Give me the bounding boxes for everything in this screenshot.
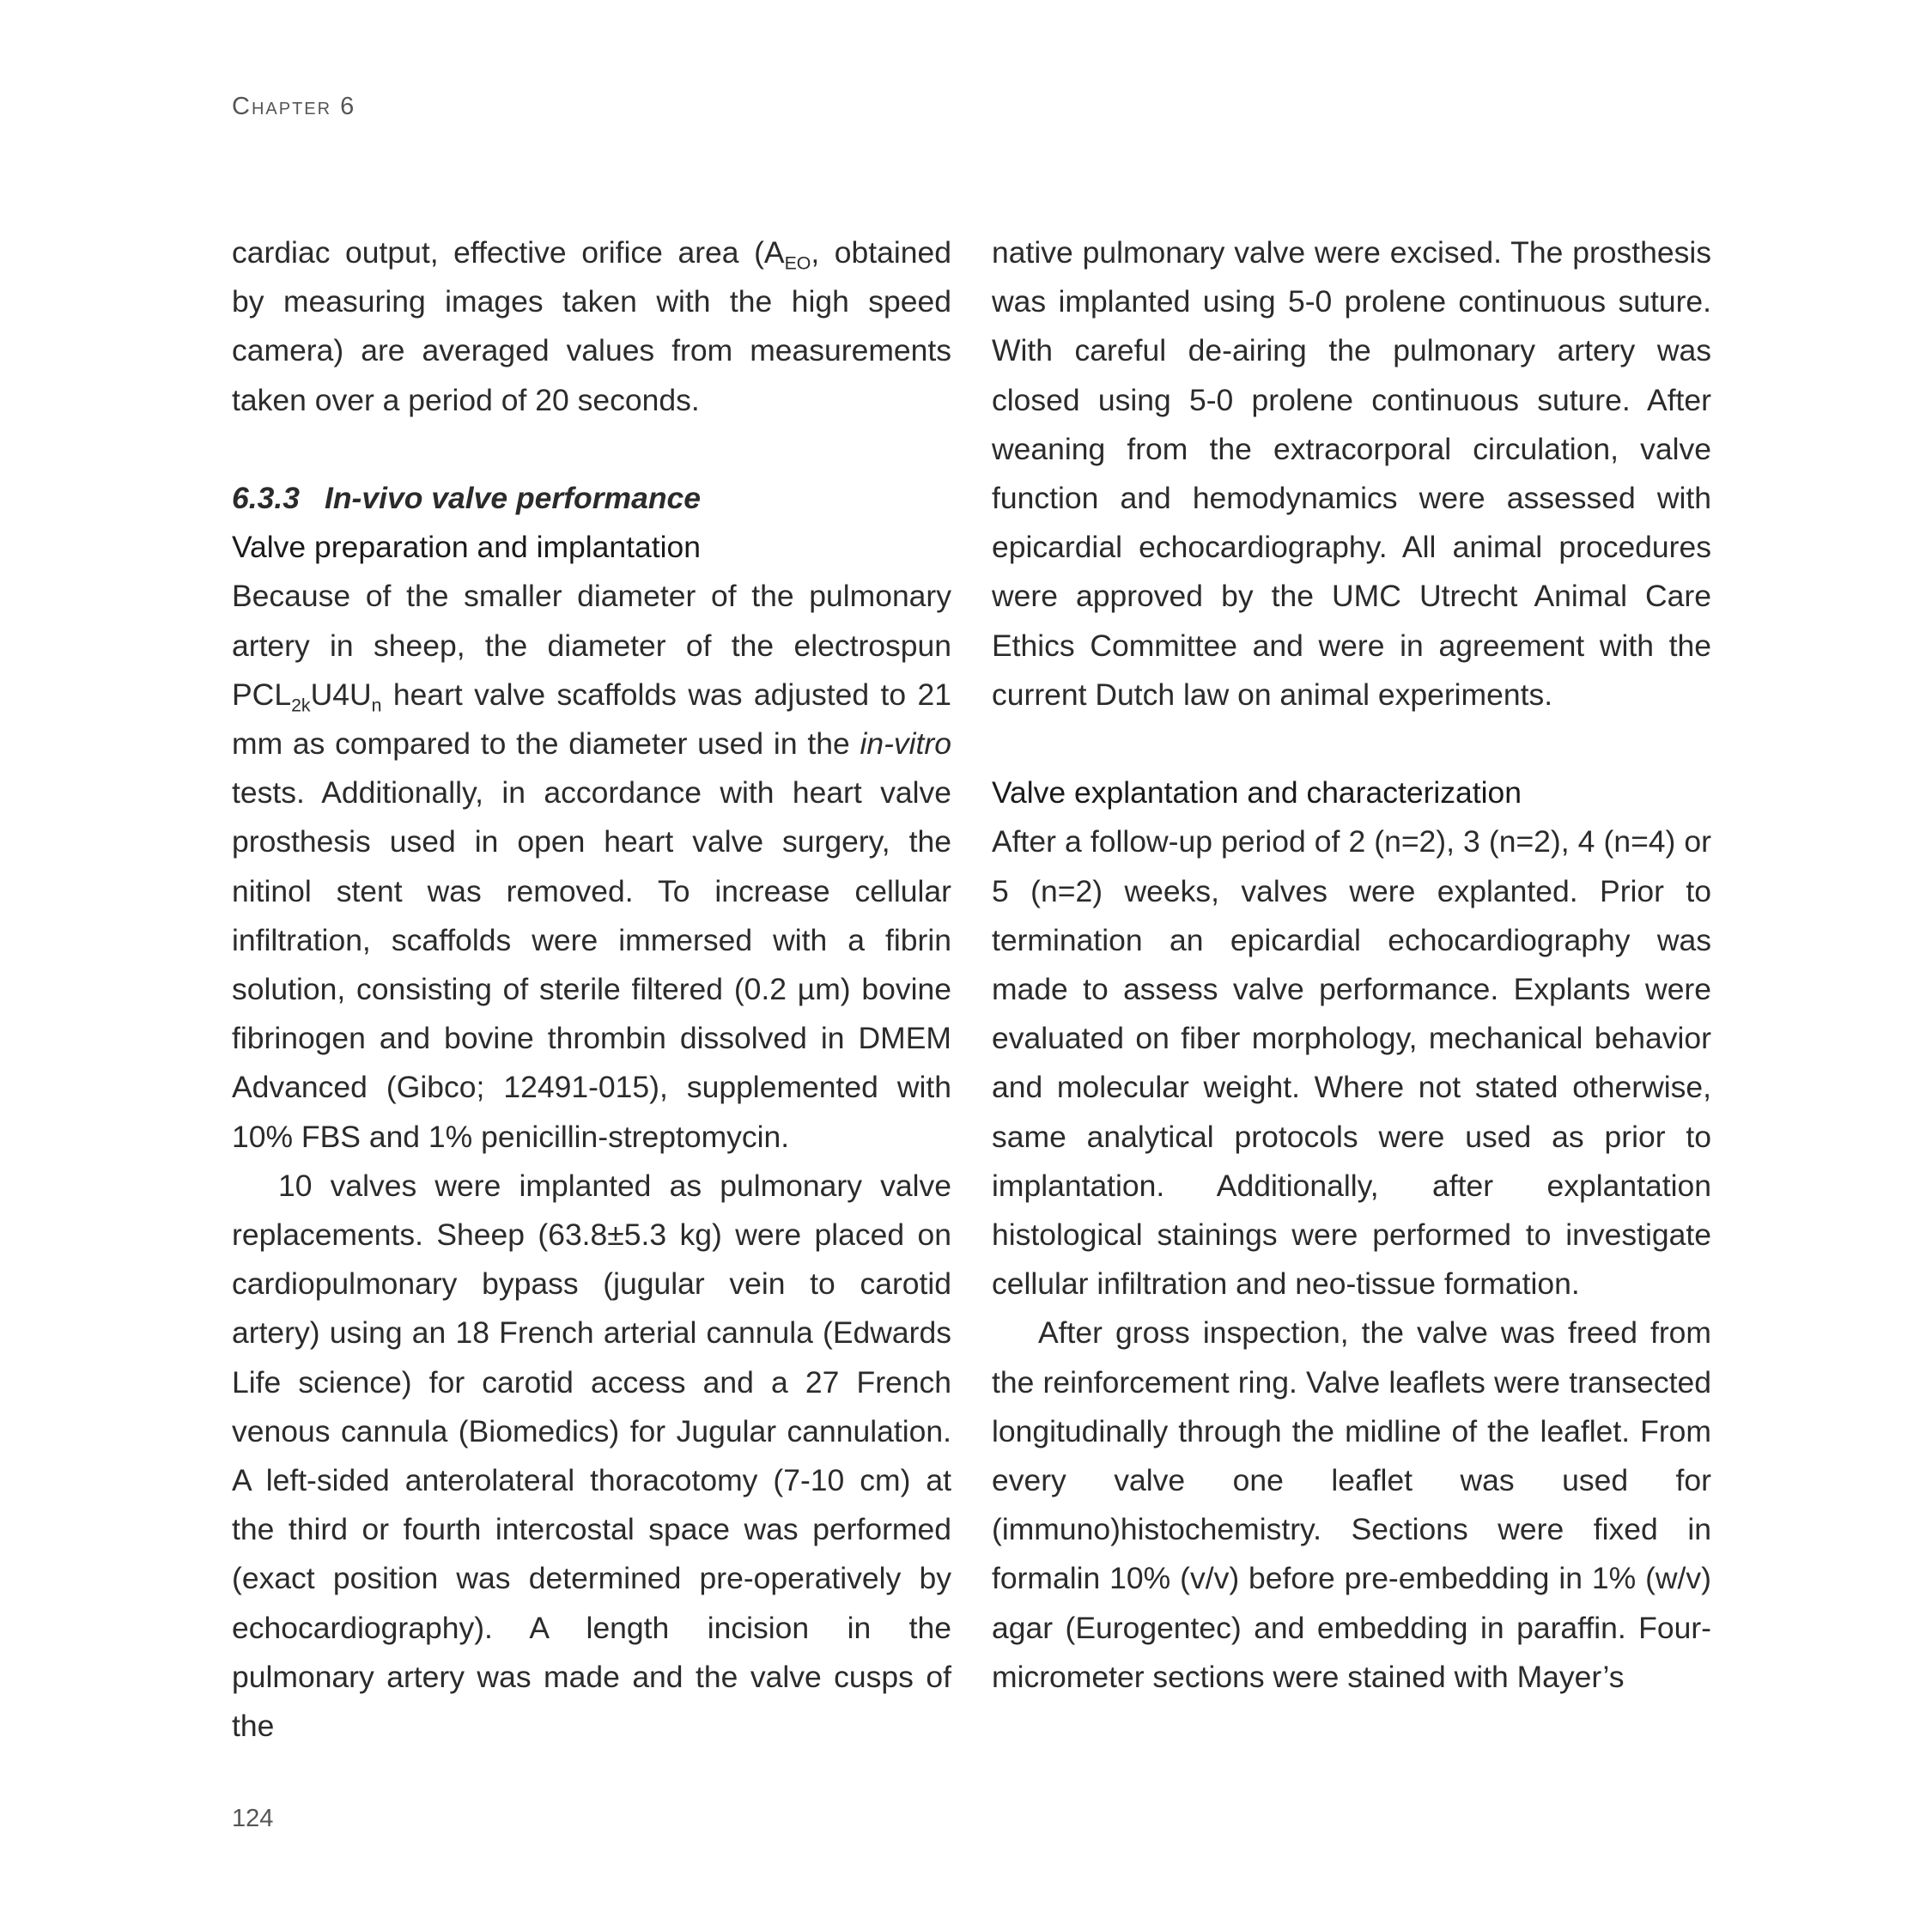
right-column xyxy=(992,228,1711,1702)
paragraph-measurements xyxy=(232,228,951,425)
paragraph-follow-up: After a follow-up period of 2 (n=2), 3 (n=2), 4 (n=4) or 5 (n=2) weeks, valves were explanted. Prior to termination an epicardial echocardiography was made to assess valve performance. Explants were evaluated on fiber morphology, mechanical behavior and molecular weight. Where not stated otherwise, same analytical protocols were used as prior to implantation. Additionally, after explantation histological stainings were performed to investigate cellular infiltration and neo-tissue formation. xyxy=(992,824,1711,1302)
section-heading xyxy=(232,474,951,523)
text-run: , obtained by measuring images taken with the high speed camera) are averaged values from measurements taken over a period of 20 seconds. xyxy=(232,235,952,417)
text-run: cardiac output, effective orifice area (A xyxy=(232,235,785,270)
paragraph-scaffolds xyxy=(232,572,951,1161)
running-head: Chapter 6 xyxy=(232,93,356,120)
paragraph-gap xyxy=(232,425,951,474)
section-number: 6.3.3 xyxy=(232,481,300,515)
text-run: Because of the smaller diameter of the pulmonary artery in sheep, the diameter of the electrospun PCL xyxy=(232,579,951,712)
text-run: heart valve scaffolds was adjusted to 21 mm as compared to the diameter used in the xyxy=(232,677,951,762)
section-title: In-vivo valve performance xyxy=(325,481,702,515)
text-run: tests. Additionally, in accordance with heart valve prosthesis used in open heart valve surgery, the nitinol stent was removed. To increase cellular infiltration, scaffolds were immersed with a fibrin solution, consisting of sterile filtered (0.2 µm) bovine fibrinogen and bovine thrombin dissolved in DMEM Advanced (Gibco; 12491-015), supplemented with 10% FBS and 1% penicillin-streptomycin. xyxy=(232,775,951,1154)
paragraph-gap xyxy=(992,720,1711,768)
subheading-preparation: Valve preparation and implantation xyxy=(232,530,702,565)
paragraph-implantation: 10 valves were implanted as pulmonary valve replacements. Sheep (63.8±5.3 kg) were placed on cardiopulmonary bypass (jugular vein to carotid artery) using an 18 French arterial cannula (Edwards Life science) for carotid access and a 27 French venous cannula (Biomedics) for Jugular cannulation. A left-sided anterolateral thoracotomy (7-10 cm) at the third or fourth intercostal space was performed (exact position was determined pre-operatively by echocardiography). A length incision in the pulmonary artery was made and the valve cusps of the xyxy=(232,1168,951,1744)
subscript: 2k xyxy=(291,695,311,716)
page-number: 124 xyxy=(232,1805,274,1832)
italic-text: in-vitro xyxy=(860,726,951,762)
text-run: U4U xyxy=(310,677,372,712)
paragraph-excision: native pulmonary valve were excised. The prosthesis was implanted using 5-0 prolene continuous suture. With careful de-airing the pulmonary artery was closed using 5-0 prolene continuous suture. After weaning from the extracorporal circulation, valve function and hemodynamics were assessed with epicardial echocardiography. All animal procedures were approved by the UMC Utrecht Animal Care Ethics Committee and were in agreement with the current Dutch law on animal experiments. xyxy=(992,235,1711,712)
subscript: EO xyxy=(784,252,811,274)
left-column xyxy=(232,228,951,1751)
paragraph-inspection: After gross inspection, the valve was freed from the reinforcement ring. Valve leaflets were transected longitudinally through the midline of the leaflet. From every valve one leaflet was used for (immuno)histochemistry. Sections were fixed in formalin 10% (v/v) before pre-embedding in 1% (w/v) agar (Eurogentec) and embedding in paraffin. Four-micrometer sections were stained with Mayer’s xyxy=(992,1315,1711,1694)
subscript: n xyxy=(371,695,382,716)
subheading-explantation: Valve explantation and characterization xyxy=(992,775,1522,811)
